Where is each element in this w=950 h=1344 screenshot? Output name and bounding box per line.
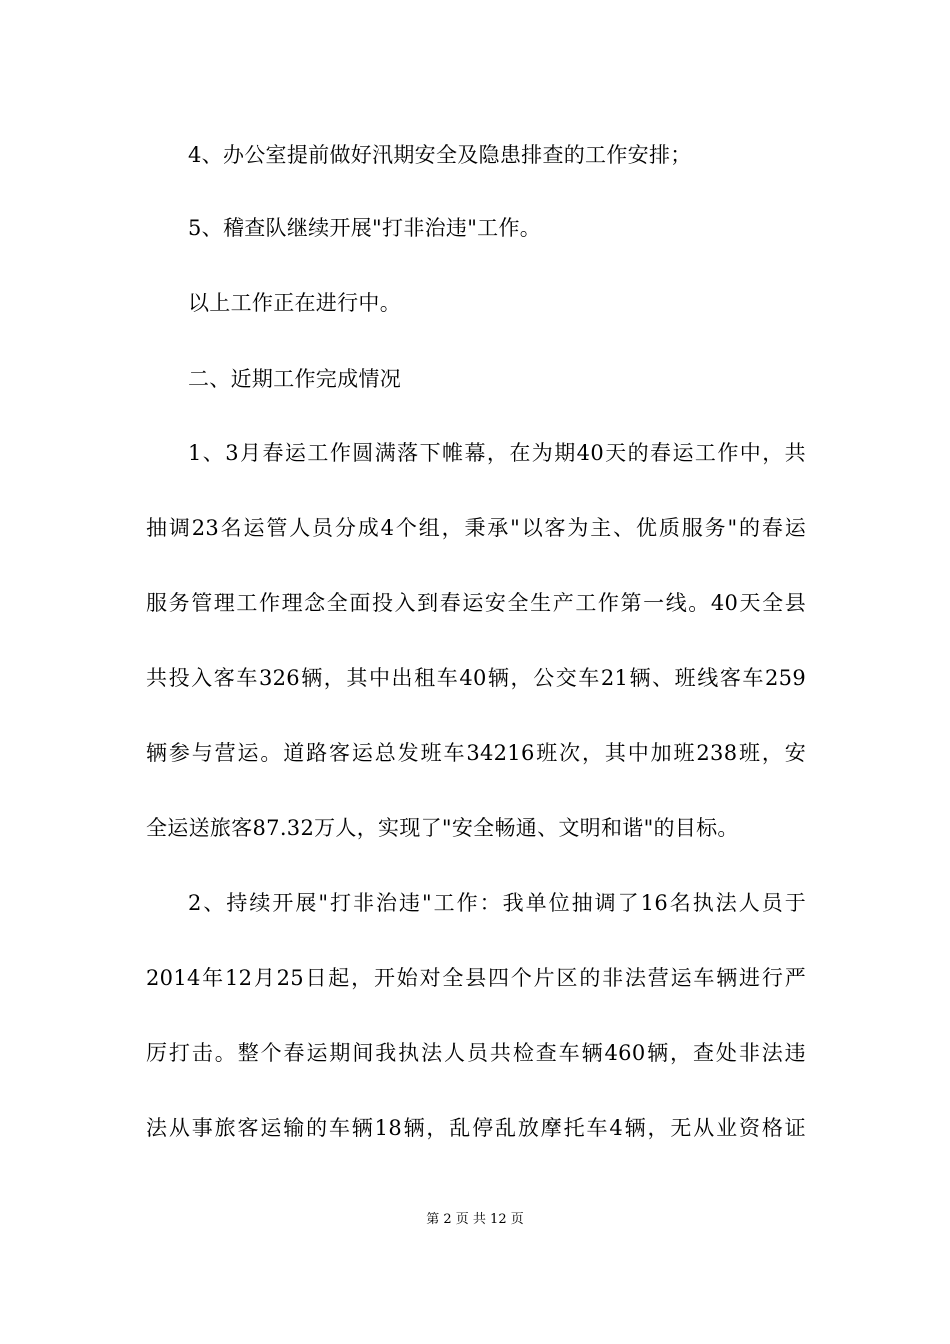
paragraph-line: 法从事旅客运输的车辆18辆，乱停乱放摩托车4辆，无从业资格证 [146,1116,806,1140]
section-heading: 二、近期工作完成情况 [188,367,401,391]
page-number-footer: 第 2 页 共 12 页 [426,1212,524,1227]
paragraph-line: 抽调23名运管人员分成4个组，秉承"以客为主、优质服务"的春运 [146,516,806,540]
paragraph-line: 厉打击。整个春运期间我执法人员共检查车辆460辆，查处非法违 [146,1041,806,1065]
paragraph-line: 1、3月春运工作圆满落下帷幕，在为期40天的春运工作中，共 [188,441,806,465]
paragraph-line: 辆参与营运。道路客运总发班车34216班次，其中加班238班，安 [146,741,806,765]
paragraph-line: 以上工作正在进行中。 [188,291,401,315]
paragraph-line: 共投入客车326辆，其中出租车40辆，公交车21辆、班线客车259 [146,666,806,690]
paragraph-line: 全运送旅客87.32万人，实现了"安全畅通、文明和谐"的目标。 [146,816,739,840]
paragraph-line: 服务管理工作理念全面投入到春运安全生产工作第一线。40天全县 [146,591,806,615]
paragraph-line: 5、稽查队继续开展"打非治违"工作。 [188,216,542,240]
paragraph-line: 2、持续开展"打非治违"工作：我单位抽调了16名执法人员于 [188,891,806,915]
paragraph-line: 2014年12月25日起，开始对全县四个片区的非法营运车辆进行严 [146,966,806,990]
paragraph-line: 4、办公室提前做好汛期安全及隐患排查的工作安排； [188,143,692,167]
